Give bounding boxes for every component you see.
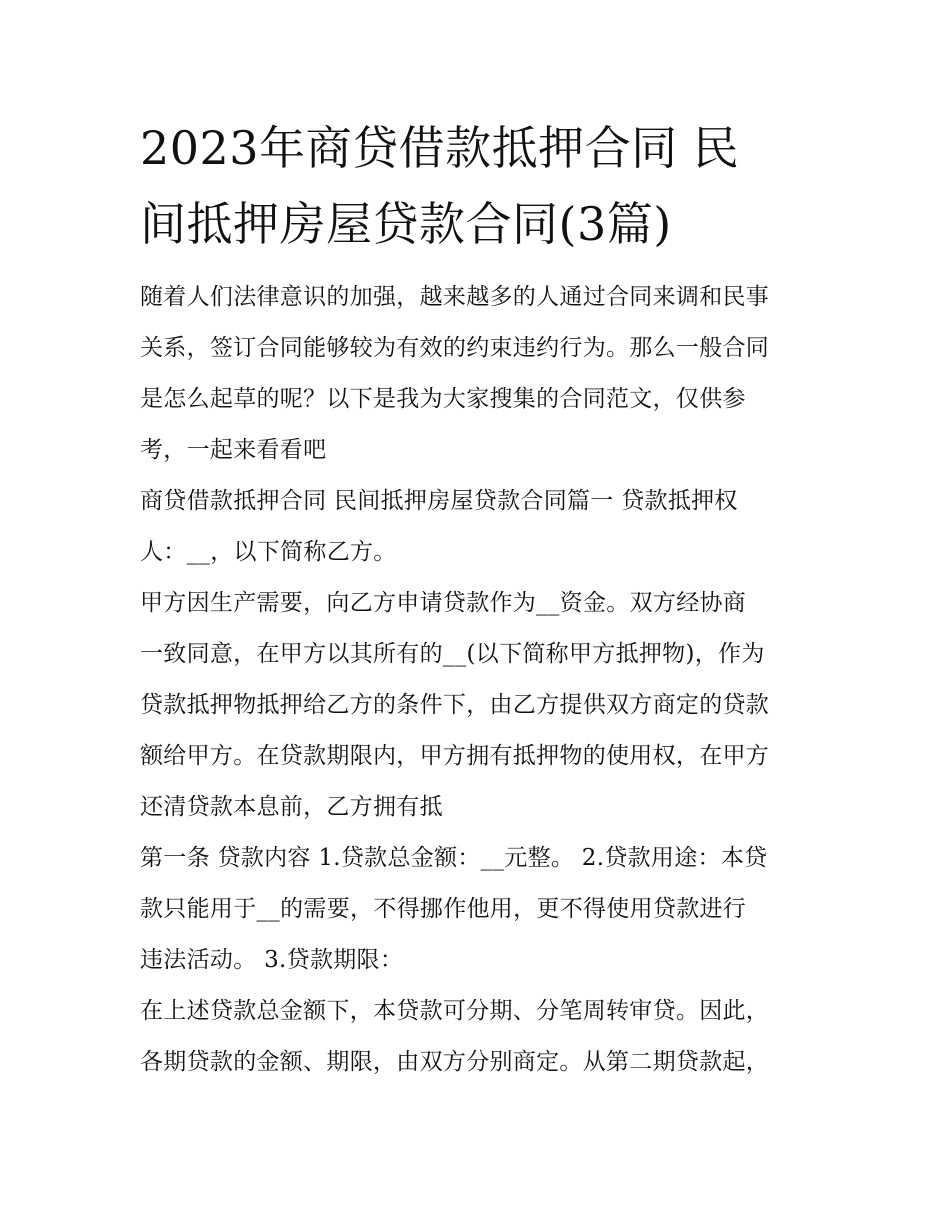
document-body	[140, 272, 812, 1088]
body-line: 商贷借款抵押合同 民间抵押房屋贷款合同篇一 贷款抵押权	[140, 488, 738, 514]
title-line-1: 2023年商贷借款抵押合同 民	[140, 121, 740, 175]
body-line: 考，一起来看看吧	[140, 437, 327, 463]
body-line: 是怎么起草的呢？以下是我为大家搜集的合同范文，仅供参	[140, 386, 746, 412]
body-line: 还清贷款本息前，乙方拥有抵	[140, 794, 443, 820]
body-line: 第一条 贷款内容 1.贷款总金额：__元整。 2.贷款用途：本贷	[140, 845, 768, 871]
body-line: 甲方因生产需要，向乙方申请贷款作为__资金。双方经协商	[140, 590, 747, 616]
body-line: 额给甲方。在贷款期限内，甲方拥有抵押物的使用权，在甲方	[140, 743, 770, 769]
body-line: 关系，签订合同能够较为有效的约束违约行为。那么一般合同	[140, 335, 770, 361]
body-line: 一致同意，在甲方以其所有的__(以下简称甲方抵押物)，作为	[140, 641, 765, 667]
body-line: 人：__，以下简称乙方。	[140, 539, 397, 565]
body-line: 随着人们法律意识的加强，越来越多的人通过合同来调和民事	[140, 284, 770, 310]
body-line: 贷款抵押物抵押给乙方的条件下，由乙方提供双方商定的贷款	[140, 692, 770, 718]
document-content	[140, 110, 812, 1088]
body-line: 违法活动。 3.贷款期限：	[140, 947, 404, 973]
body-line: 各期贷款的金额、期限，由双方分别商定。从第二期贷款起，	[140, 1049, 770, 1075]
body-line: 款只能用于__的需要，不得挪作他用，更不得使用贷款进行	[140, 896, 747, 922]
title-line-2: 间抵押房屋贷款合同(3篇)	[140, 197, 672, 251]
document-title	[140, 110, 812, 262]
body-line: 在上述贷款总金额下，本贷款可分期、分笔周转审贷。因此，	[140, 998, 770, 1024]
